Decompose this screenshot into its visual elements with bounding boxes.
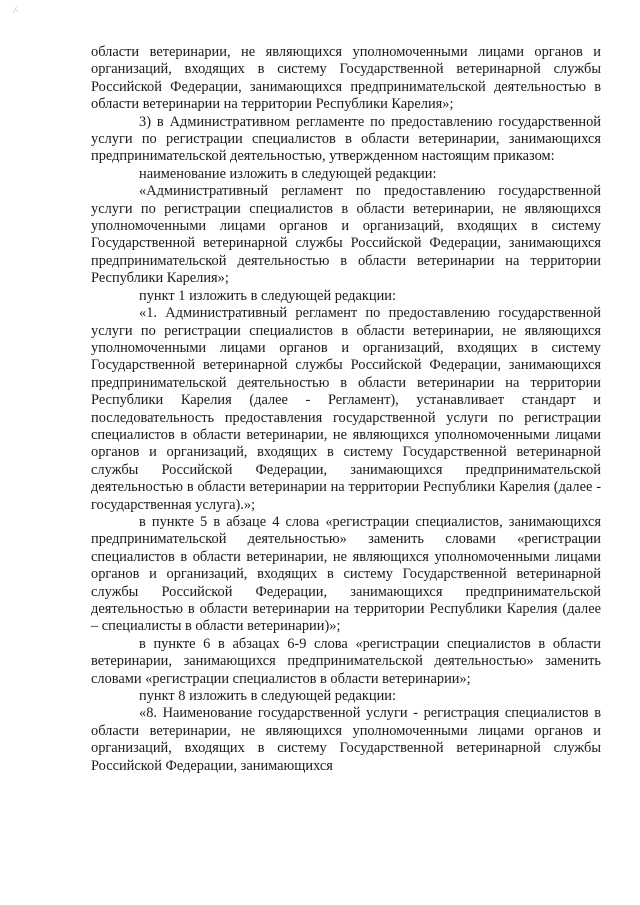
margin-mark: ⁄- bbox=[14, 6, 19, 15]
document-body bbox=[91, 44, 601, 775]
paragraph-7: в пункте 5 в абзаце 4 слова «регистрации специалистов, занимающихся предпринимательской деятельностью» заменить словами «регистрации специалистов в области ветеринарии, не являющихся уполномоченными лицами органов и организаций, входящих в систему Государственной ветеринарной службы Российской Федерации, занимающихся предпринимательской деятельностью в области ветеринарии на территории Республики Карелия (далее – специалисты в области ветеринарии)»; bbox=[91, 513, 601, 635]
paragraph-9: пункт 8 изложить в следующей редакции: bbox=[139, 688, 396, 705]
paragraph-8: в пункте 6 в абзацах 6-9 слова «регистрации специалистов в области ветеринарии, занимающихся предпринимательской деятельностью» заменить словами «регистрации специалистов в области ветеринарии»; bbox=[91, 635, 601, 687]
paragraph-1: области ветеринарии, не являющихся уполномоченными лицами органов и организаций, входящих в систему Государственной ветеринарной службы Российской Федерации, занимающихся предпринимательской деятельностью в области ветеринарии на территории Республики Карелия»; bbox=[91, 44, 601, 113]
paragraph-4: «Административный регламент по предоставлению государственной услуги по регистрации специалистов в области ветеринарии, не являющихся уполномоченными лицами органов и организаций, входящих в систему Государственной ветеринарной службы Российской Федерации, занимающихся предпринимательской деятельностью в области ветеринарии на территории Республики Карелия»; bbox=[91, 183, 601, 287]
paragraph-3: наименование изложить в следующей редакции: bbox=[139, 165, 437, 182]
paragraph-6: «1. Административный регламент по предоставлению государственной услуги по регистрации специалистов в области ветеринарии, не являющихся уполномоченными лицами органов и организаций, входящих в систему Государственной ветеринарной службы Российской Федерации, занимающихся предпринимательской деятельностью в области ветеринарии на территории Республики Карелия (далее - Регламент), устанавливает стандарт и последовательность предоставления государственной услуги по регистрации специалистов в области ветеринарии, не являющихся уполномоченными лицами органов и организаций, входящих в систему Государственной ветеринарной службы Российской Федерации, занимающихся предпринимательской деятельностью в области ветеринарии на территории Республики Карелия (далее - государственная услуга).»; bbox=[91, 305, 601, 513]
paragraph-2: 3) в Административном регламенте по предоставлению государственной услуги по регистрации специалистов в области ветеринарии, занимающихся предпринимательской деятельностью, утвержденном настоящим приказом: bbox=[91, 113, 601, 165]
paragraph-5: пункт 1 изложить в следующей редакции: bbox=[139, 287, 396, 304]
paragraph-10: «8. Наименование государственной услуги - регистрация специалистов в области ветеринарии, не являющихся уполномоченными лицами органов и организаций, входящих в систему Государственной ветеринарной службы Российской Федерации, занимающихся bbox=[91, 705, 601, 774]
